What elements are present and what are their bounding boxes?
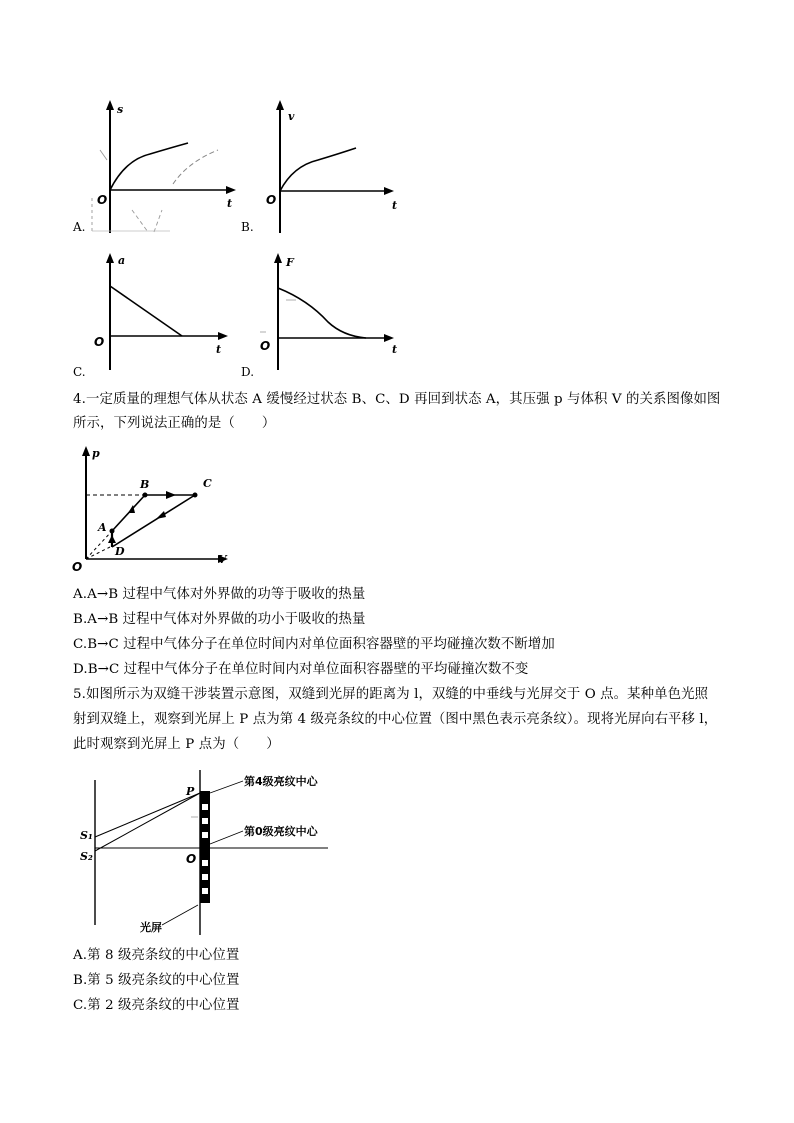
origin-label: O xyxy=(97,193,108,207)
point-o-label: O xyxy=(186,852,197,866)
point-d-label: D xyxy=(115,545,125,558)
axis-t-label: t xyxy=(227,197,233,210)
axis-a-label: a xyxy=(118,254,126,267)
s-t-graph xyxy=(70,98,240,238)
figure-option-a xyxy=(70,98,240,238)
option-a-label: A. xyxy=(73,220,86,234)
v-t-graph xyxy=(238,98,408,238)
axis-t-label: t xyxy=(216,343,222,356)
p-v-graph xyxy=(70,443,240,573)
origin-label: O xyxy=(72,560,83,574)
question-5-stem-line-2: 射到双缝上，观察到光屏上 P 点为第 4 级亮条纹的中心位置（图中黑色表示亮条纹）。现将光屏向右平移 l， xyxy=(73,712,718,727)
origin-label: O xyxy=(266,193,277,207)
question-5-stem-line-3: 此时观察到光屏上 P 点为（ ） xyxy=(73,737,280,752)
option-b-label: B. xyxy=(241,220,254,234)
question-4-stem-line-2: 所示，下列说法正确的是（ ） xyxy=(73,416,276,431)
origin-label: O xyxy=(260,339,271,353)
point-b-label: B xyxy=(140,478,150,491)
figure-q5-double-slit xyxy=(78,765,338,940)
question-5-option-c: C.第 2 级亮条纹的中心位置 xyxy=(73,998,240,1013)
question-5-stem-line-1: 5.如图所示为双缝干涉装置示意图，双缝到光屏的距离为 l，双缝的中垂线与光屏交于 O 点。某种单色光照 xyxy=(73,687,709,702)
axis-t-label: t xyxy=(392,199,398,212)
question-4-option-a: A.A→B 过程中气体对外界做的功等于吸收的热量 xyxy=(73,587,366,602)
label-4th-bright-fringe: 第4级亮纹中心 xyxy=(244,775,318,788)
figure-option-d xyxy=(238,250,408,375)
slit-s1-label: S₁ xyxy=(80,829,93,842)
question-4-stem-line-1: 4.一定质量的理想气体从状态 A 缓慢经过状态 B、C、D 再回到状态 A，其压强 p 与体积 V 的关系图像如图 xyxy=(73,392,721,407)
axis-v-label: V xyxy=(218,553,227,566)
axis-t-label: t xyxy=(392,343,398,356)
question-4-option-b: B.A→B 过程中气体对外界做的功小于吸收的热量 xyxy=(73,612,366,627)
figure-q4-p-v xyxy=(70,443,240,573)
origin-label: O xyxy=(94,335,105,349)
option-d-label: D. xyxy=(241,365,255,379)
figure-option-b xyxy=(238,98,408,238)
option-c-label: C. xyxy=(73,365,86,379)
point-p-label: P xyxy=(186,785,195,798)
slit-s2-label: S₂ xyxy=(80,850,93,863)
point-c-label: C xyxy=(203,477,212,490)
point-a-label: A xyxy=(98,521,107,534)
question-4-option-c: C.B→C 过程中气体分子在单位时间内对单位面积容器壁的平均碰撞次数不断增加 xyxy=(73,637,555,652)
axis-f-label: F xyxy=(286,256,294,269)
axis-p-label: p xyxy=(92,447,100,460)
double-slit-diagram xyxy=(78,765,338,940)
a-t-graph xyxy=(70,250,240,375)
question-5-option-a: A.第 8 级亮条纹的中心位置 xyxy=(73,948,240,963)
figure-option-c xyxy=(70,250,240,375)
axis-s-label: s xyxy=(117,103,124,116)
question-4-option-d: D.B→C 过程中气体分子在单位时间内对单位面积容器壁的平均碰撞次数不变 xyxy=(73,662,529,677)
question-5-option-b: B.第 5 级亮条纹的中心位置 xyxy=(73,973,240,988)
label-0th-bright-fringe: 第0级亮纹中心 xyxy=(244,825,318,838)
axis-v-label: v xyxy=(288,110,295,123)
f-t-graph xyxy=(238,250,408,375)
label-screen: 光屏 xyxy=(140,921,162,934)
